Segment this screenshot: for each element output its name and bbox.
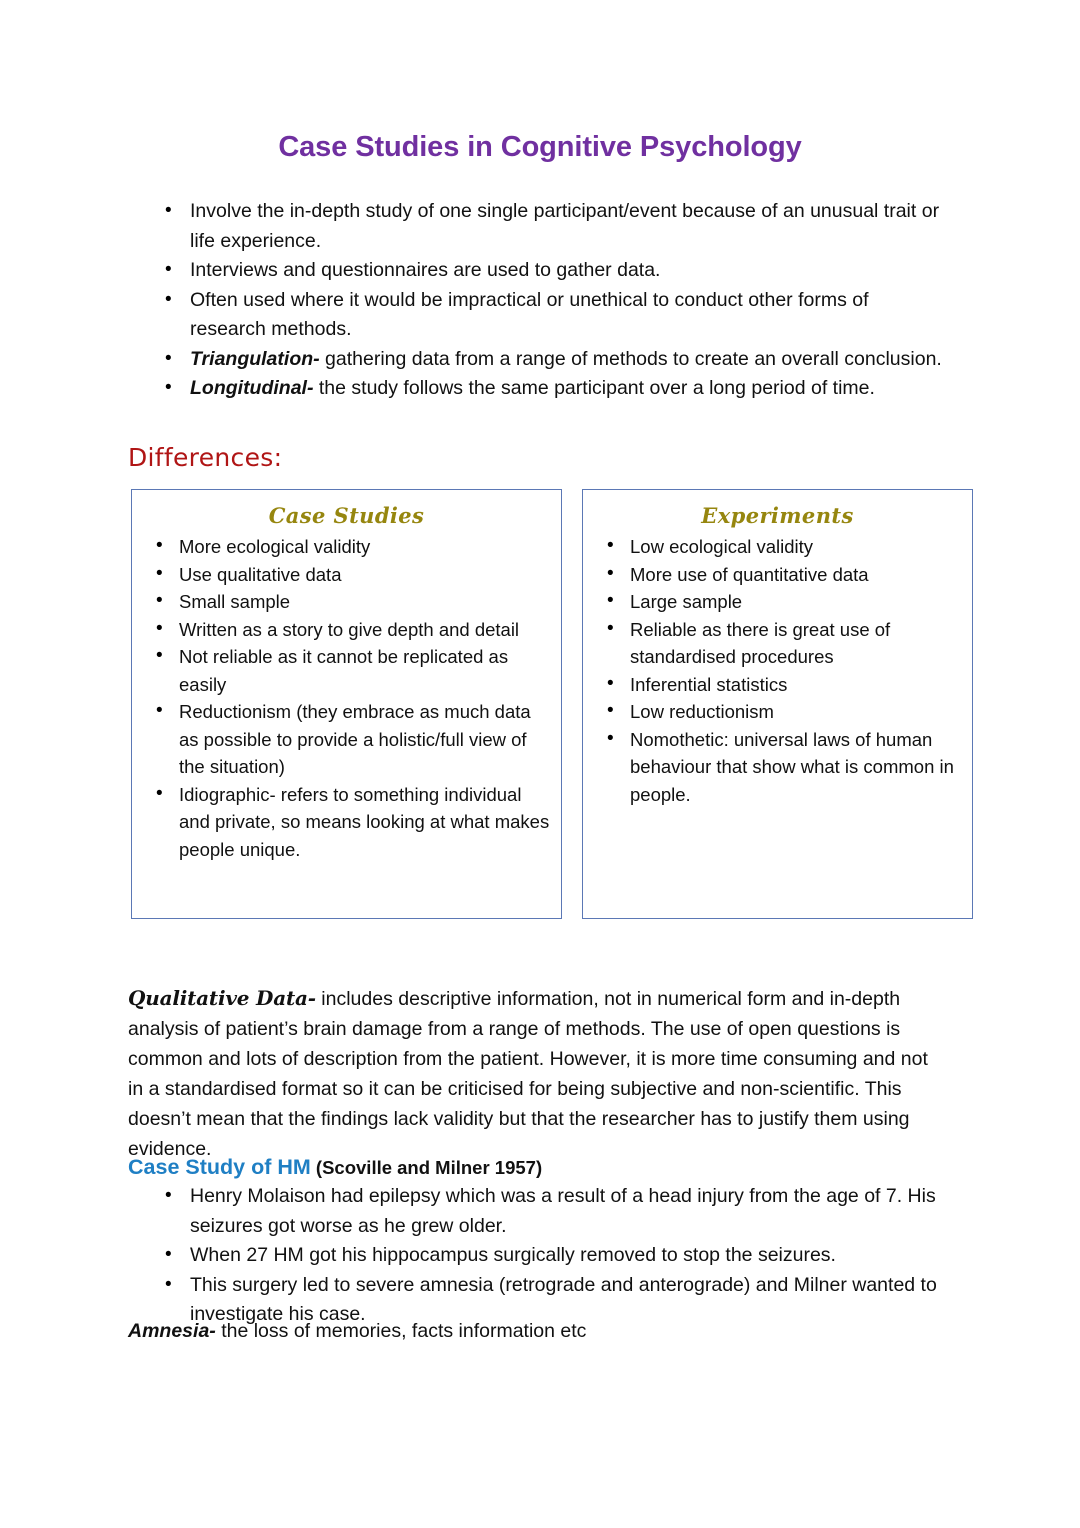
list-item: • Idiographic- refers to something individual and private, so means looking at what makes people unique. [132, 781, 551, 864]
hm-heading-citation: (Scoville and Milner 1957) [310, 1157, 543, 1178]
list-item: • Reductionism (they embrace as much data as possible to provide a holistic/full view of the situation) [132, 698, 551, 781]
hm-heading-main: Case Study of HM [128, 1155, 311, 1179]
list-item [157, 374, 947, 404]
list-item: • Small sample [132, 588, 551, 616]
list-item: • Inferential statistics [583, 671, 962, 699]
list-item: • Written as a story to give depth and detail [132, 616, 551, 644]
list-item: • Use qualitative data [132, 561, 551, 589]
list-item: • When 27 HM got his hippocampus surgically removed to stop the seizures. [157, 1241, 957, 1271]
experiments-box-title: Experiments [701, 503, 854, 528]
list-item: • Large sample [583, 588, 962, 616]
case-studies-box [131, 489, 562, 919]
list-item: • Low ecological validity [583, 533, 962, 561]
comparison-boxes [131, 489, 973, 919]
list-item: • Not reliable as it cannot be replicated as easily [132, 643, 551, 698]
bullet-text: Involve the in-depth study of one single participant/event because of an unusual trait or life experience. [190, 200, 940, 252]
bullet-text: gathering data from a range of methods to create an overall conclusion. [319, 347, 942, 370]
bullet-text: the study follows the same participant over a long period of time. [313, 377, 875, 399]
case-studies-bullet-list [132, 533, 561, 863]
list-item: • Nomothetic: universal laws of human behaviour that show what is common in people. [583, 726, 962, 809]
bullet-text: Often used where it would be impractical or unethical to conduct other forms of research methods. [190, 288, 869, 340]
list-item: • More ecological validity [132, 533, 551, 561]
page-title: Case Studies in Cognitive Psychology [278, 131, 802, 163]
amnesia-text: the loss of memories, facts information etc [215, 1320, 587, 1342]
qualitative-data-body: includes descriptive information, not in numerical form and in-depth analysis of patient’s brain damage from a range of methods. The use of open questions is common and lots of description from the patient. However, it is more time consuming and not in a standardised format so it can be criticised for being subjective and non-scientific. This doesn’t mean that the findings lack validity but that the researcher has to justify them using evidence. [128, 987, 928, 1160]
differences-heading: Differences: [128, 443, 283, 472]
intro-bullet-list [157, 197, 947, 404]
list-item [157, 197, 947, 256]
hm-bullet-list [157, 1182, 957, 1330]
amnesia-term: Amnesia- [128, 1320, 216, 1342]
list-item [157, 345, 947, 375]
qualitative-data-term: Qualitative Data- [128, 985, 316, 1010]
list-item: • More use of quantitative data [583, 561, 962, 589]
case-studies-box-title: Case Studies [268, 503, 425, 528]
list-item [157, 256, 947, 286]
bullet-term: Longitudinal- [190, 377, 314, 399]
qualitative-data-paragraph [128, 983, 948, 1164]
hm-section-heading [128, 1153, 542, 1182]
list-item: • Low reductionism [583, 698, 962, 726]
bullet-term: Triangulation- [190, 347, 320, 370]
experiments-box [582, 489, 973, 919]
list-item [157, 286, 947, 345]
list-item: • Reliable as there is great use of standardised procedures [583, 616, 962, 671]
amnesia-definition [128, 1317, 928, 1346]
experiments-bullet-list [583, 533, 972, 808]
list-item: • This surgery led to severe amnesia (retrograde and anterograde) and Milner wanted to investigate his case. [157, 1271, 957, 1330]
list-item: • Henry Molaison had epilepsy which was a result of a head injury from the age of 7. His seizures got worse as he grew older. [157, 1182, 957, 1241]
bullet-text: Interviews and questionnaires are used to gather data. [190, 259, 661, 281]
